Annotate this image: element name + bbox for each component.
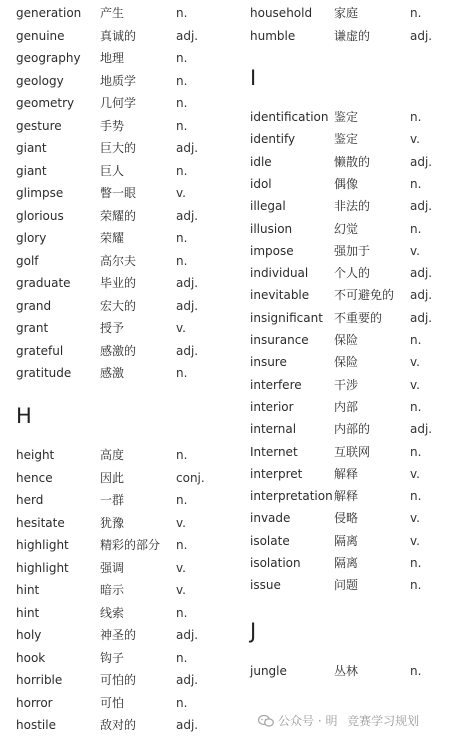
vocab-word: insure — [250, 355, 287, 370]
part-of-speech: n. — [176, 253, 188, 268]
vocab-word: golf — [16, 253, 39, 268]
part-of-speech: v. — [176, 186, 186, 200]
part-of-speech: adj. — [410, 310, 433, 325]
vocab-meaning: 手势 — [100, 118, 125, 133]
vocab-meaning: 线索 — [100, 605, 125, 620]
vocab-word: genuine — [16, 28, 65, 43]
vocab-word: inevitable — [250, 288, 310, 303]
vocab-word: horror — [16, 695, 53, 710]
vocab-meaning: 暗示 — [100, 583, 125, 597]
vocab-meaning: 隔离 — [334, 556, 359, 570]
vocab-word: glimpse — [16, 186, 64, 200]
part-of-speech: n. — [410, 556, 422, 570]
vocab-meaning: 解释 — [334, 489, 359, 504]
section-heading-j: J — [250, 619, 257, 643]
vocab-meaning: 懒散的 — [334, 154, 371, 169]
vocab-meaning: 产生 — [100, 6, 125, 20]
part-of-speech: n. — [176, 448, 188, 462]
part-of-speech: n. — [410, 664, 422, 678]
part-of-speech: adj. — [176, 343, 199, 358]
part-of-speech: adj. — [176, 276, 199, 290]
vocab-word: invade — [250, 511, 291, 526]
vocab-word: geography — [16, 51, 81, 65]
vocab-word: hence — [16, 470, 53, 485]
vocab-word: horrible — [16, 673, 63, 687]
vocab-meaning: 幻觉 — [334, 221, 359, 236]
vocab-word: interfere — [250, 377, 302, 392]
vocab-meaning: 谦虚的 — [334, 28, 371, 43]
vocab-meaning: 解释 — [334, 466, 359, 481]
part-of-speech: v. — [410, 511, 420, 526]
vocab-word: graduate — [16, 276, 71, 290]
vocab-word: generation — [16, 6, 82, 20]
vocab-meaning: 偶像 — [334, 176, 359, 191]
vocab-word: grant — [16, 321, 49, 335]
part-of-speech: n. — [176, 163, 188, 178]
part-of-speech: v. — [176, 515, 186, 530]
part-of-speech: n. — [410, 333, 422, 347]
vocab-meaning: 授予 — [100, 321, 125, 335]
vocab-meaning: 可怕 — [100, 695, 125, 710]
vocab-word: giant — [16, 141, 47, 155]
part-of-speech: n. — [176, 96, 188, 110]
vocab-word: interpretation — [250, 489, 333, 504]
part-of-speech: adj. — [176, 208, 199, 223]
part-of-speech: v. — [410, 466, 420, 481]
vocab-meaning: 干涉 — [334, 377, 359, 392]
part-of-speech: adj. — [176, 628, 199, 642]
vocab-word: grateful — [16, 343, 64, 358]
part-of-speech: n. — [176, 605, 188, 620]
part-of-speech: n. — [176, 493, 188, 507]
part-of-speech: adj. — [410, 28, 433, 43]
wechat-icon — [258, 715, 274, 727]
vocab-meaning: 强加于 — [334, 243, 371, 258]
vocab-word: individual — [250, 266, 309, 281]
part-of-speech: n. — [176, 366, 188, 380]
vocab-word: height — [16, 448, 55, 462]
vocab-meaning: 强调 — [100, 560, 125, 575]
vocab-meaning: 真诚的 — [100, 28, 137, 43]
part-of-speech: n. — [176, 118, 188, 133]
vocab-meaning: 荣耀的 — [100, 208, 137, 223]
part-of-speech: conj. — [176, 470, 205, 485]
vocab-meaning: 侵略 — [334, 511, 359, 526]
vocab-meaning: 鉴定 — [334, 110, 359, 124]
vocab-word: geometry — [16, 96, 75, 110]
part-of-speech: n. — [176, 695, 188, 710]
vocab-meaning: 丛林 — [334, 664, 359, 678]
part-of-speech: adj. — [410, 422, 433, 437]
vocab-meaning: 荣耀 — [100, 231, 125, 245]
vocab-word: insignificant — [250, 310, 323, 325]
part-of-speech: adj. — [176, 718, 199, 732]
vocab-word: herd — [16, 493, 44, 507]
part-of-speech: adj. — [410, 288, 433, 303]
vocab-meaning: 精彩的部分 — [100, 538, 161, 552]
part-of-speech: n. — [176, 6, 188, 20]
watermark-text: 公众号 · 明 竞赛学习规划 — [278, 714, 420, 728]
part-of-speech: adj. — [176, 298, 199, 313]
vocab-word: illegal — [250, 199, 286, 214]
part-of-speech: v. — [410, 377, 420, 392]
vocab-meaning: 内部的 — [334, 422, 371, 437]
vocab-meaning: 高度 — [100, 448, 125, 462]
vocab-meaning: 瞥一眼 — [100, 186, 137, 200]
vocab-meaning: 地理 — [100, 51, 125, 65]
part-of-speech: n. — [410, 578, 422, 593]
vocab-word: hint — [16, 605, 40, 620]
vocab-meaning: 犹豫 — [100, 515, 125, 530]
part-of-speech: n. — [176, 73, 188, 88]
vocab-word: hesitate — [16, 515, 65, 530]
vocab-meaning: 可怕的 — [100, 673, 137, 687]
part-of-speech: v. — [410, 132, 420, 147]
vocab-word: identify — [250, 132, 296, 147]
section-heading-h: H — [16, 404, 32, 428]
part-of-speech: n. — [176, 650, 188, 665]
vocab-meaning: 感激的 — [100, 343, 137, 358]
part-of-speech: n. — [410, 399, 422, 414]
vocab-word: jungle — [250, 664, 287, 678]
vocab-word: isolate — [250, 533, 290, 548]
part-of-speech: adj. — [176, 28, 199, 43]
section-heading-i: I — [250, 66, 257, 90]
part-of-speech: n. — [410, 221, 422, 236]
part-of-speech: n. — [410, 6, 422, 20]
vocab-meaning: 感激 — [100, 366, 125, 380]
part-of-speech: n. — [176, 51, 188, 65]
vocab-meaning: 不重要的 — [334, 310, 383, 325]
vocab-meaning: 巨大的 — [100, 141, 137, 155]
vocab-meaning: 鉴定 — [334, 132, 359, 147]
vocab-meaning: 钩子 — [100, 650, 125, 665]
vocab-meaning: 因此 — [100, 470, 125, 485]
part-of-speech: adj. — [410, 154, 433, 169]
vocab-meaning: 一群 — [100, 493, 125, 507]
vocab-word: gesture — [16, 118, 62, 133]
part-of-speech: v. — [176, 583, 186, 597]
vocab-meaning: 不可避免的 — [334, 288, 395, 303]
vocab-meaning: 几何学 — [100, 96, 137, 110]
part-of-speech: v. — [176, 321, 186, 335]
part-of-speech: v. — [410, 355, 420, 370]
part-of-speech: n. — [410, 489, 422, 504]
vocab-word: hook — [16, 650, 46, 665]
vocab-word: idle — [250, 154, 272, 169]
vocab-meaning: 毕业的 — [100, 276, 137, 290]
vocab-word: holy — [16, 628, 42, 642]
vocab-meaning: 高尔夫 — [100, 253, 137, 268]
vocab-word: gratitude — [16, 366, 72, 380]
part-of-speech: n. — [410, 176, 422, 191]
vocab-word: hint — [16, 583, 40, 597]
vocab-meaning: 个人的 — [334, 266, 371, 281]
vocab-word: internal — [250, 422, 297, 437]
vocab-meaning: 隔离 — [334, 533, 359, 548]
vocab-word: identification — [250, 110, 329, 124]
vocab-word: illusion — [250, 221, 293, 236]
part-of-speech: adj. — [410, 199, 433, 214]
part-of-speech: n. — [176, 538, 188, 552]
vocab-word: humble — [250, 28, 296, 43]
vocab-word: grand — [16, 298, 52, 313]
part-of-speech: n. — [410, 110, 422, 124]
part-of-speech: adj. — [176, 673, 199, 687]
vocab-word: hostile — [16, 718, 56, 732]
vocab-word: insurance — [250, 333, 309, 347]
vocab-meaning: 神圣的 — [100, 628, 137, 642]
vocab-word: household — [250, 6, 313, 20]
vocab-meaning: 非法的 — [334, 199, 371, 214]
vocab-word: Internet — [250, 444, 298, 459]
vocab-meaning: 家庭 — [334, 6, 359, 20]
vocab-word: interior — [250, 399, 294, 414]
vocab-meaning: 宏大的 — [100, 298, 137, 313]
vocab-word: highlight — [16, 538, 69, 552]
part-of-speech: v. — [410, 533, 420, 548]
part-of-speech: n. — [176, 231, 188, 245]
vocab-word: idol — [250, 176, 272, 191]
vocab-meaning: 巨人 — [100, 163, 125, 178]
vocab-word: geology — [16, 73, 64, 88]
part-of-speech: adj. — [176, 141, 199, 155]
vocab-meaning: 内部 — [334, 399, 359, 414]
part-of-speech: n. — [410, 444, 422, 459]
part-of-speech: v. — [410, 243, 420, 258]
vocab-word: issue — [250, 578, 281, 593]
vocab-meaning: 保险 — [334, 355, 359, 370]
vocab-meaning: 保险 — [334, 333, 359, 347]
vocab-meaning: 敌对的 — [100, 718, 137, 732]
vocab-meaning: 互联网 — [334, 444, 371, 459]
part-of-speech: v. — [176, 560, 186, 575]
vocab-meaning: 地质学 — [100, 73, 137, 88]
vocab-word: glorious — [16, 208, 64, 223]
vocab-word: isolation — [250, 556, 301, 570]
vocab-word: interpret — [250, 466, 303, 481]
vocab-word: giant — [16, 163, 47, 178]
vocab-word: glory — [16, 231, 47, 245]
vocab-word: impose — [250, 243, 294, 258]
vocab-word: highlight — [16, 560, 69, 575]
vocab-meaning: 问题 — [334, 578, 359, 593]
part-of-speech: adj. — [410, 266, 433, 281]
